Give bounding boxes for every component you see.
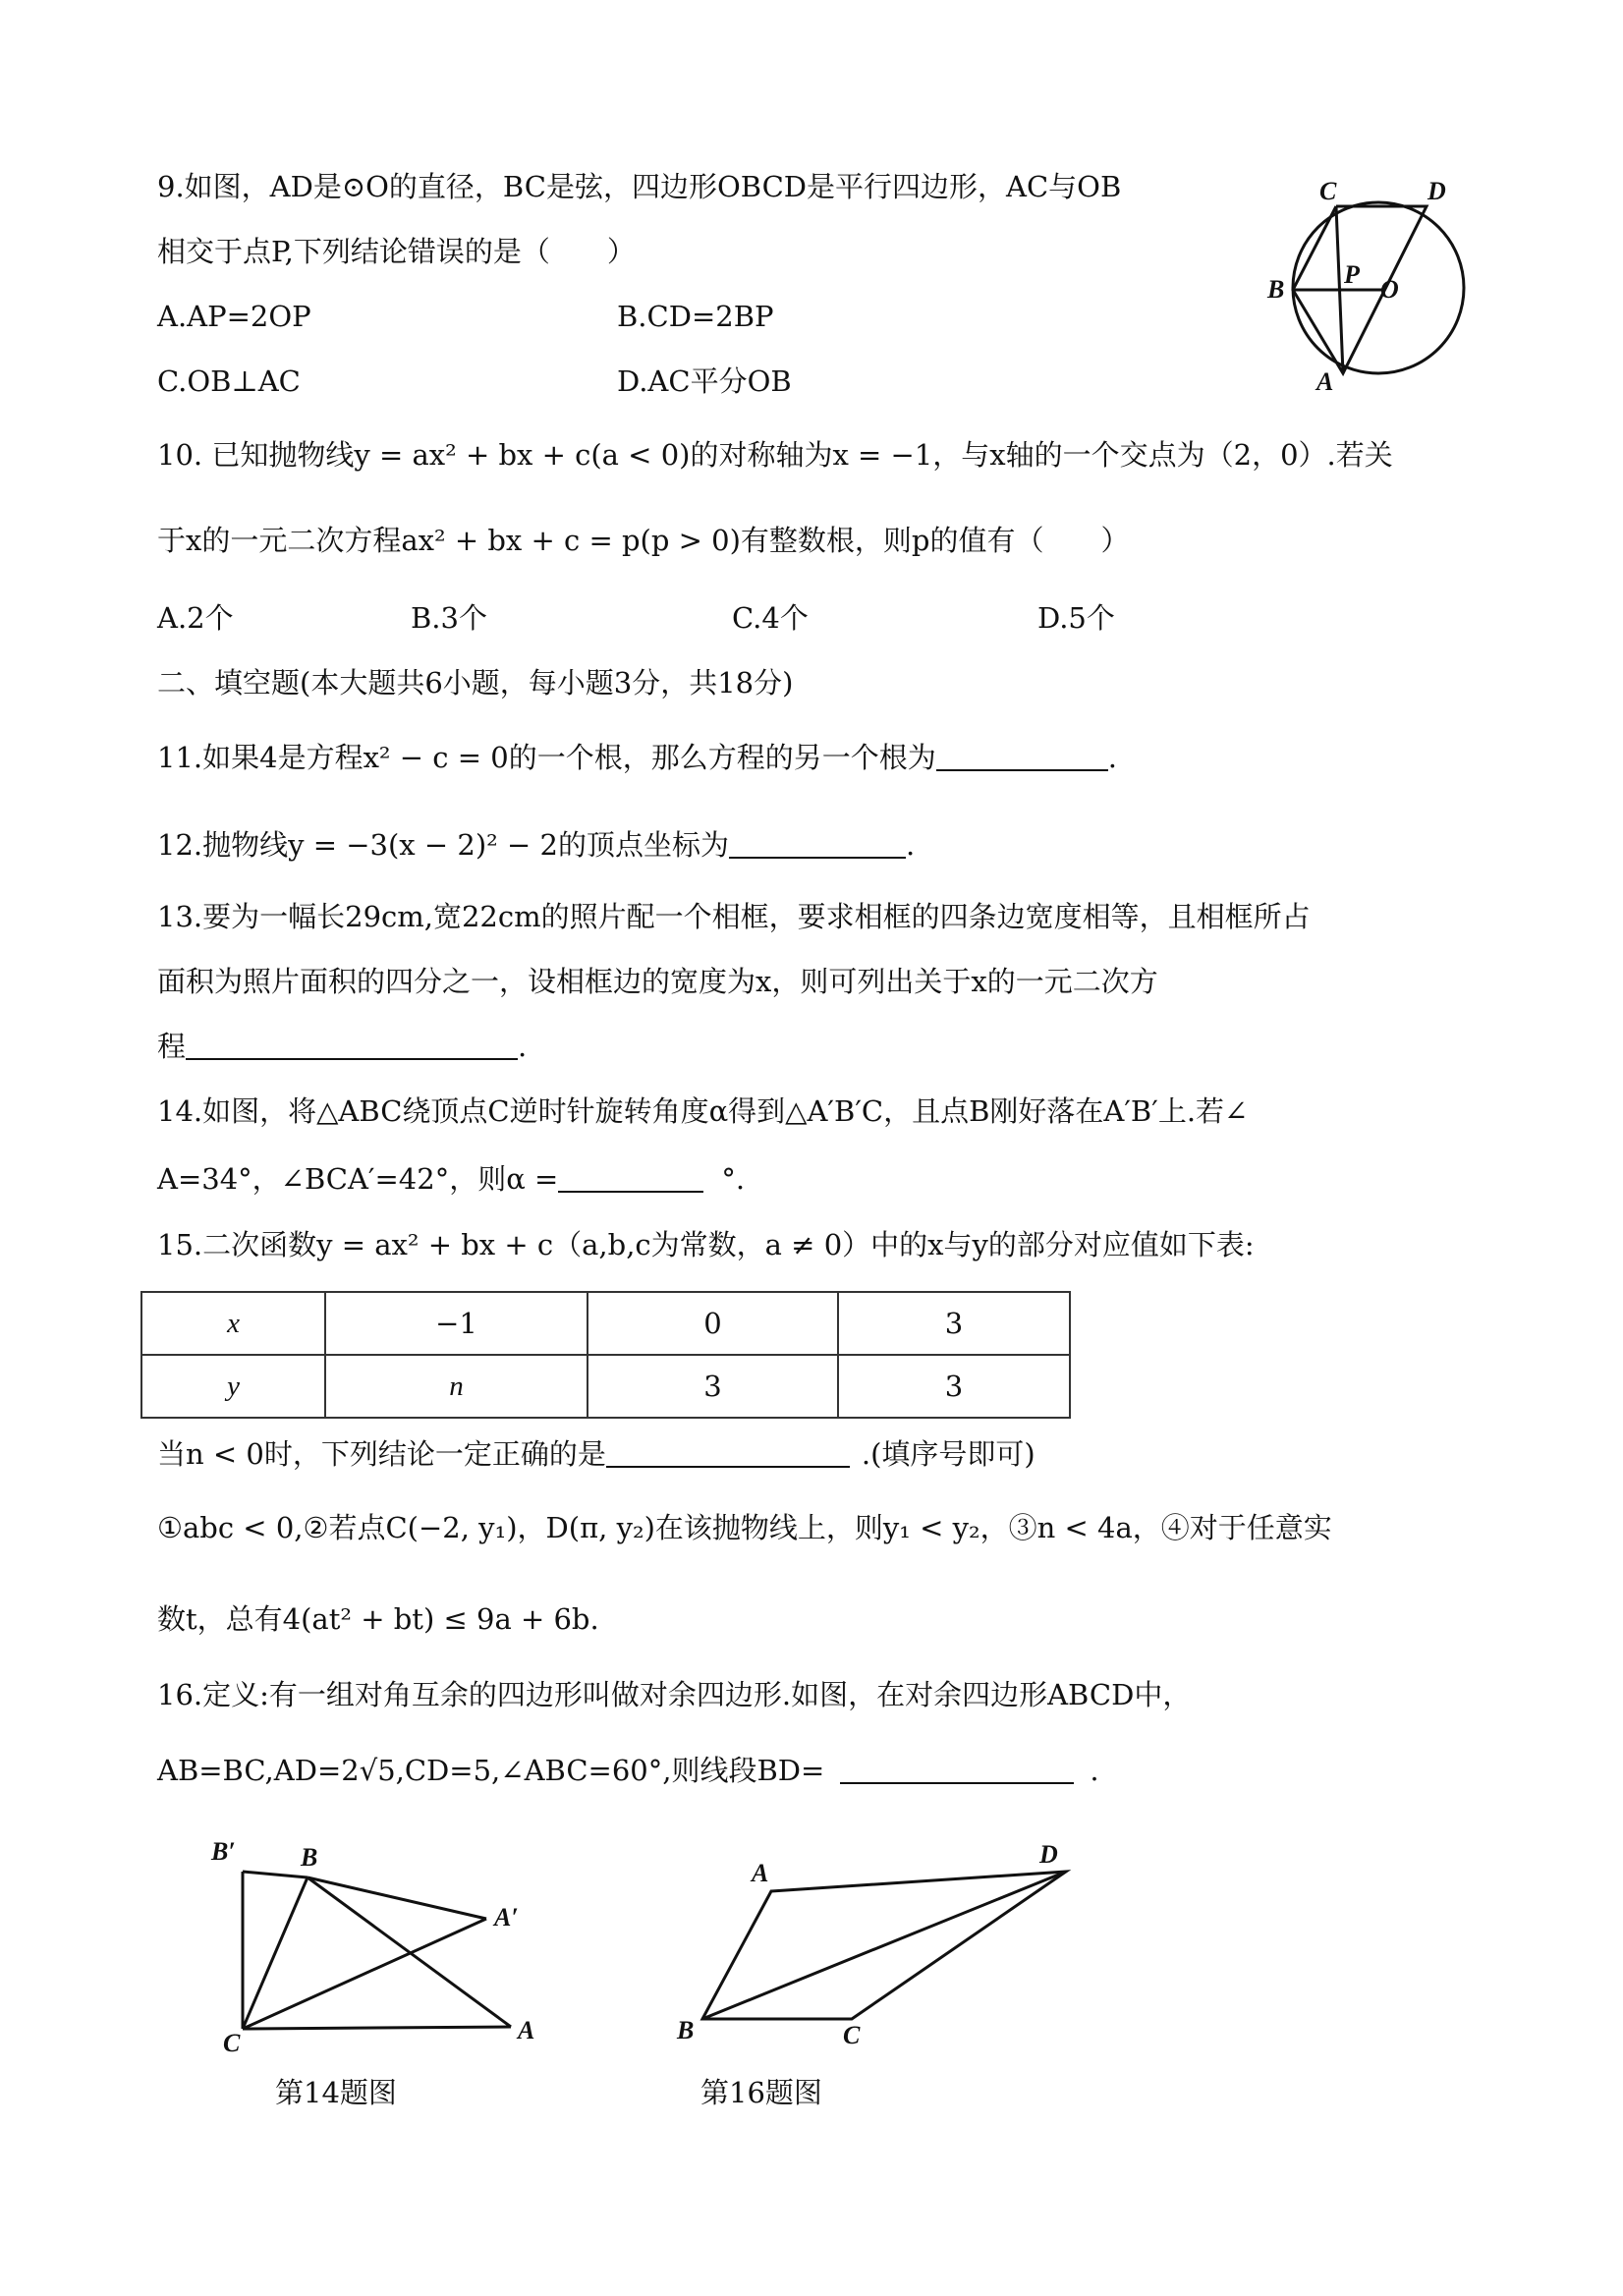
fig14-segment-c-b — [243, 1877, 308, 2029]
q14-blank[interactable] — [558, 1161, 703, 1193]
q15-value-table — [140, 1291, 1071, 1419]
fig14-label-bprime: B′ — [211, 1837, 236, 1866]
q10-option-c: C.4个 — [732, 601, 809, 635]
q12-end: . — [905, 828, 916, 862]
q16-line2-text: AB=BC,AD=2√5,CD=5,∠ABC=60°,则线段BD= — [157, 1754, 825, 1787]
table-cell: 0 — [588, 1292, 838, 1355]
table-cell: 3 — [838, 1355, 1070, 1418]
fig16-label-a: A — [752, 1859, 769, 1887]
q14-end: °. — [721, 1162, 746, 1196]
table-cell: 3 — [588, 1355, 838, 1418]
fig14-triangle-figure — [201, 1832, 555, 2053]
q12-blank[interactable] — [729, 827, 906, 859]
q10-option-b: B.3个 — [411, 601, 487, 635]
table-cell: x — [141, 1292, 325, 1355]
q9-circle-figure — [1262, 182, 1493, 393]
fig14-caption: 第14题图 — [275, 2076, 397, 2109]
q9-option-a: A.AP=2OP — [157, 300, 311, 333]
q9-label-d: D — [1427, 182, 1446, 205]
fig16-label-c: C — [843, 2021, 861, 2049]
q9-label-b: B — [1267, 275, 1285, 304]
q9-circle — [1293, 202, 1464, 373]
q13-end: . — [518, 1030, 528, 1063]
q9-line1: 9.如图，AD是⊙O的直径，BC是弦，四边形OBCD是平行四边形，AC与OB — [157, 170, 1122, 203]
q10-line1 — [157, 435, 1393, 475]
fig14-label-c: C — [223, 2029, 241, 2053]
table-cell: y — [141, 1355, 325, 1418]
q16-line2 — [157, 1751, 1099, 1790]
fig16-caption: 第16题图 — [700, 2076, 822, 2109]
table-cell: n — [325, 1355, 588, 1418]
q12 — [157, 825, 915, 865]
q12-text: 12.抛物线y = −3(x − 2)² − 2的顶点坐标为 — [157, 828, 729, 862]
q9-label-c: C — [1319, 182, 1337, 205]
q11-blank[interactable] — [936, 740, 1108, 771]
q16-end: . — [1090, 1754, 1099, 1787]
fig14-label-a: A — [518, 2016, 535, 2044]
q13-blank[interactable] — [186, 1029, 518, 1060]
q16-blank[interactable] — [840, 1753, 1074, 1784]
q9-label-p: P — [1344, 260, 1360, 289]
q10-line2: 于x的一元二次方程ax² + bx + c = p(p > 0)有整数根，则p的值有（ ） — [157, 524, 1130, 557]
q14-line2-text: A=34°，∠BCA′=42°，则α = — [157, 1162, 559, 1196]
table-cell: −1 — [325, 1292, 588, 1355]
q9-option-b: B.CD=2BP — [617, 300, 774, 333]
table-row — [141, 1292, 1070, 1355]
fig14-label-aprime: A′ — [494, 1903, 519, 1932]
q10-line1-text: 10. 已知抛物线y = ax² + bx + c(a < 0)的对称轴为x = −1，与x轴的一个交点为（2，0）.若关 — [157, 438, 1393, 472]
q13-line3-text: 程 — [157, 1030, 187, 1063]
q9-label-o: O — [1380, 275, 1399, 304]
q15-line1: 15.二次函数y = ax² + bx + c（a,b,c为常数，a ≠ 0）中的x与y的部分对应值如下表: — [157, 1228, 1255, 1261]
table-row — [141, 1355, 1070, 1418]
table-cell: 3 — [838, 1292, 1070, 1355]
q14-line1: 14.如图，将△ABC绕顶点C逆时针旋转角度α得到△A′B′C，且点B刚好落在A′B′上.若∠ — [157, 1094, 1249, 1128]
fig16-quadrilateral-figure — [663, 1832, 1095, 2053]
section-heading: 二、填空题(本大题共6小题，每小题3分，共18分) — [157, 666, 794, 700]
q9-label-a: A — [1316, 367, 1334, 393]
q11-end: . — [1107, 741, 1117, 774]
fig14-segment-c-a — [243, 2027, 511, 2029]
q11-text: 11.如果4是方程x² − c = 0的一个根，那么方程的另一个根为 — [157, 741, 936, 774]
q13-line1: 13.要为一幅长29cm,宽22cm的照片配一个相框，要求相框的四条边宽度相等，且相框所占 — [157, 900, 1311, 933]
fig16-label-d: D — [1039, 1840, 1058, 1869]
q9-option-d: D.AC平分OB — [617, 364, 792, 398]
q15-line3: ①abc < 0,②若点C(−2, y₁)，D(π, y₂)在该抛物线上，则y₁ < y₂，③n < 4a，④对于任意实 — [157, 1511, 1332, 1544]
q15-line2-end: .(填序号即可) — [861, 1437, 1035, 1471]
q15-line2 — [157, 1434, 1035, 1474]
fig14-segment-bprime-b — [243, 1872, 308, 1877]
q11 — [157, 738, 1117, 777]
q10-option-d: D.5个 — [1037, 601, 1115, 635]
fig14-label-b: B — [301, 1843, 318, 1872]
q9-option-c: C.OB⊥AC — [157, 364, 301, 398]
q16-line1: 16.定义:有一组对角互余的四边形叫做对余四边形.如图，在对余四边形ABCD中， — [157, 1678, 1192, 1711]
q13-line2: 面积为照片面积的四分之一，设相框边的宽度为x，则可列出关于x的一元二次方 — [157, 965, 1158, 998]
q13-line3 — [157, 1027, 527, 1066]
q15-blank[interactable] — [606, 1436, 850, 1468]
q15-line4: 数t，总有4(at² + bt) ≤ 9a + 6b. — [157, 1602, 599, 1636]
fig14-segment-c-aprime — [243, 1919, 486, 2029]
fig16-label-b: B — [677, 2016, 695, 2044]
q9-line2: 相交于点P,下列结论错误的是（ ） — [157, 235, 636, 268]
q15-line2-text: 当n < 0时，下列结论一定正确的是 — [157, 1437, 606, 1471]
q10-option-a: A.2个 — [157, 601, 234, 635]
q14-line2 — [157, 1159, 745, 1199]
